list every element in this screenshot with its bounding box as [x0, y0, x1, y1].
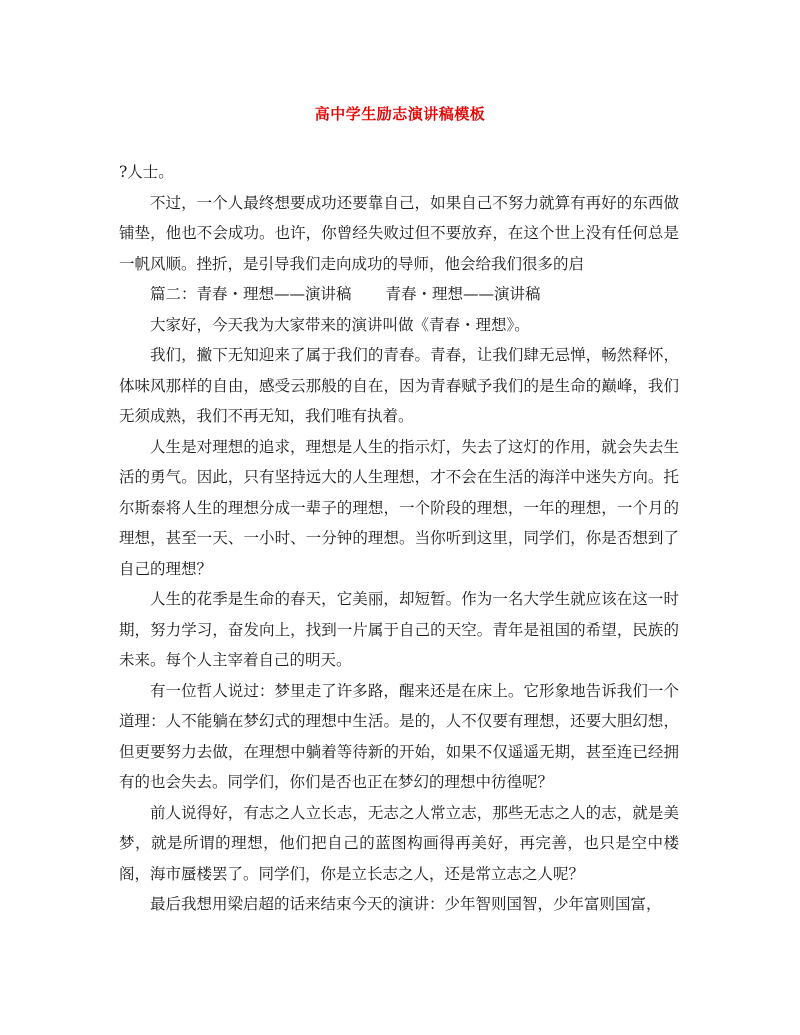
paragraph-closing: 最后我想用梁启超的话来结束今天的演讲：少年智则国智，少年富则国富，: [150, 895, 662, 913]
document-title: 高中学生励志演讲稿模板: [314, 105, 486, 123]
paragraph-flower-season: 人生的花季是生命的春天，它美丽，却短暂。作为一名大学生就应该在这一时期，努力学习，奋发向上，找到一片属于自己的天空。青年是祖国的希望，民族的未来。每个人主宰着自己的明天。: [119, 590, 679, 669]
paragraph-philosopher: 有一位哲人说过：梦里走了许多路，醒来还是在床上。它形象地告诉我们一个道理：人不能躺在梦幻式的理想中生活。是的，人不仅要有理想，还要大胆幻想，但更要努力去做，在理想中躺着等待新的开始，如果不仅遥遥无期，甚至连已经拥有的也会失去。同学们，你们是否也正在梦幻的理想中彷徨呢？: [119, 681, 679, 791]
section-heading-part1: 篇二：青春・理想——演讲稿: [150, 285, 352, 303]
paragraph-success: 不过，一个人最终想要成功还要靠自己，如果自己不努力就算有再好的东西做铺垫，他也不会成功。也许，你曾经失败过但不要放弃，在这个世上没有任何总是一帆风顺。挫折，是引导我们走向成功的导师，他会给我们很多的启: [119, 193, 679, 273]
paragraph-greeting: 大家好，今天我为大家带来的演讲叫做《青春・理想》。: [150, 315, 530, 334]
document-body: [119, 157, 679, 920]
paragraph-ambition: 前人说得好，有志之人立长志，无志之人常立志，那些无志之人的志，就是美梦，就是所谓的理想，他们把自己的蓝图构画得再美好，再完善，也只是空中楼阁，海市蜃楼罢了。同学们，你是立长志之人，还是常立志之人呢？: [119, 803, 679, 883]
paragraph-fragment: ?人士。: [119, 163, 174, 181]
paragraph-youth: 我们，撇下无知迎来了属于我们的青春。青春，让我们肆无忌惮，畅然释怀，体味风那样的自由，感受云那般的自在，因为青春赋予我们的是生命的巅峰，我们无须成熟，我们不再无知，我们唯有执着。: [119, 346, 679, 425]
section-heading-line: [119, 279, 679, 310]
section-heading-part2: 青春・理想——演讲稿: [385, 285, 541, 303]
paragraph-ideal-pursuit: 人生是对理想的追求，理想是人生的指示灯，失去了这灯的作用，就会失去生活的勇气。因此，只有坚持远大的人生理想，才不会在生活的海洋中迷失方向。托尔斯泰将人生的理想分成一辈子的理想，一个阶段的理想，一年的理想，一个月的理想，甚至一天、一小时、一分钟的理想。当你听到这里，同学们，你是否想到了自己的理想？: [119, 437, 679, 578]
